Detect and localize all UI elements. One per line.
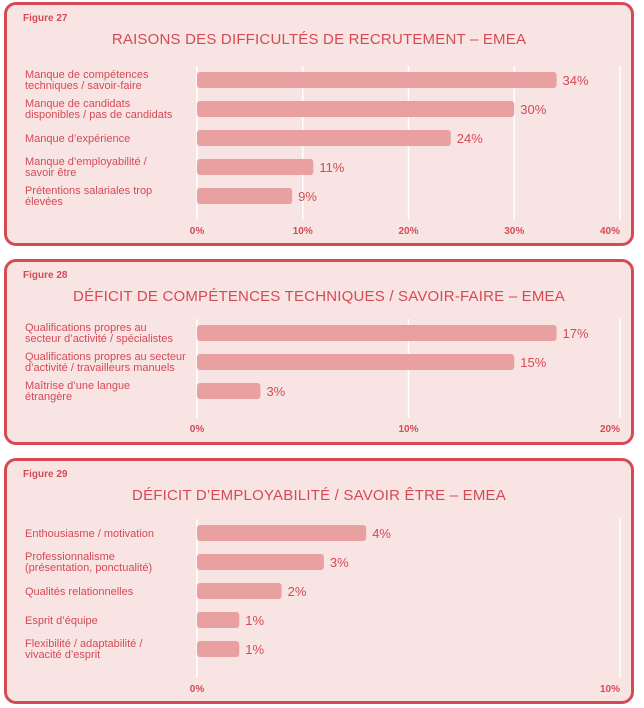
bar [197, 325, 557, 341]
tick-label: 30% [504, 226, 525, 237]
bar [197, 130, 451, 146]
category-label: Manque d’expérience [25, 133, 131, 145]
figure-label: Figure 29 [23, 469, 68, 480]
category-label: secteur d’activité / spécialistes [25, 333, 173, 345]
tick-label: 40% [599, 226, 620, 237]
bar [197, 354, 514, 370]
tick-label: 20% [398, 226, 419, 237]
category-label: Prétentions salariales trop [25, 185, 153, 197]
bar-chart-27 [7, 5, 631, 243]
value-label: 2% [287, 584, 307, 599]
category-label: Manque de candidats [25, 98, 131, 110]
tick-label: 0% [189, 684, 205, 695]
category-label: vivacité d’esprit [25, 649, 101, 661]
value-label: 17% [562, 326, 589, 341]
category-label: élevées [25, 196, 63, 208]
category-label: Manque de compétences [25, 69, 149, 81]
category-label: disponibles / pas de candidats [25, 109, 173, 121]
figure-27-panel [4, 2, 634, 246]
chart-title: DÉFICIT DE COMPÉTENCES TECHNIQUES / SAVOIR-FAIRE – EMEA [73, 288, 565, 305]
tick-label: 10% [599, 684, 620, 695]
value-label: 30% [520, 102, 547, 117]
value-label: 1% [245, 613, 265, 628]
category-label: étrangère [25, 391, 73, 403]
category-label: Qualifications propres au [25, 322, 147, 334]
tick-label: 0% [189, 226, 205, 237]
bar-chart-29 [7, 461, 631, 701]
value-label: 3% [266, 384, 286, 399]
figure-label: Figure 27 [23, 13, 68, 24]
bar-chart-28 [7, 262, 631, 442]
value-label: 15% [520, 355, 547, 370]
figure-28-panel [4, 259, 634, 445]
category-label: savoir être [25, 167, 77, 179]
category-label: techniques / savoir-faire [25, 80, 142, 92]
category-label: Enthousiasme / motivation [25, 528, 155, 540]
category-label: (présentation, ponctualité) [25, 562, 153, 574]
value-label: 24% [456, 131, 483, 146]
value-label: 4% [372, 526, 391, 541]
chart-title: DÉFICIT D’EMPLOYABILITÉ / SAVOIR ÊTRE – EMEA [132, 487, 506, 504]
bar [197, 188, 292, 204]
bar [197, 554, 324, 570]
bar [197, 525, 366, 541]
category-label: Maîtrise d’une langue [25, 380, 131, 392]
category-label: Qualifications propres au secteur [25, 351, 186, 363]
category-label: Esprit d’équipe [25, 615, 98, 627]
tick-label: 20% [599, 424, 620, 435]
tick-label: 10% [398, 424, 419, 435]
bar [197, 641, 239, 657]
value-label: 3% [329, 555, 349, 570]
bar [197, 383, 260, 399]
category-label: Manque d’employabilité / [25, 156, 147, 168]
figure-label: Figure 28 [23, 270, 68, 281]
category-label: Professionnalisme [25, 551, 115, 563]
value-label: 11% [319, 160, 345, 175]
chart-title: RAISONS DES DIFFICULTÉS DE RECRUTEMENT – EMEA [111, 31, 527, 48]
bar [197, 159, 313, 175]
bar [197, 101, 514, 117]
value-label: 34% [562, 73, 589, 88]
bar [197, 72, 557, 88]
category-label: d’activité / travailleurs manuels [25, 362, 175, 374]
bar [197, 583, 282, 599]
category-label: Qualités relationnelles [25, 586, 134, 598]
tick-label: 0% [189, 424, 205, 435]
tick-label: 10% [292, 226, 313, 237]
value-label: 1% [245, 642, 265, 657]
category-label: Flexibilité / adaptabilité / [25, 638, 143, 650]
bar [197, 612, 239, 628]
value-label: 9% [298, 189, 317, 204]
figure-29-panel [4, 458, 634, 704]
